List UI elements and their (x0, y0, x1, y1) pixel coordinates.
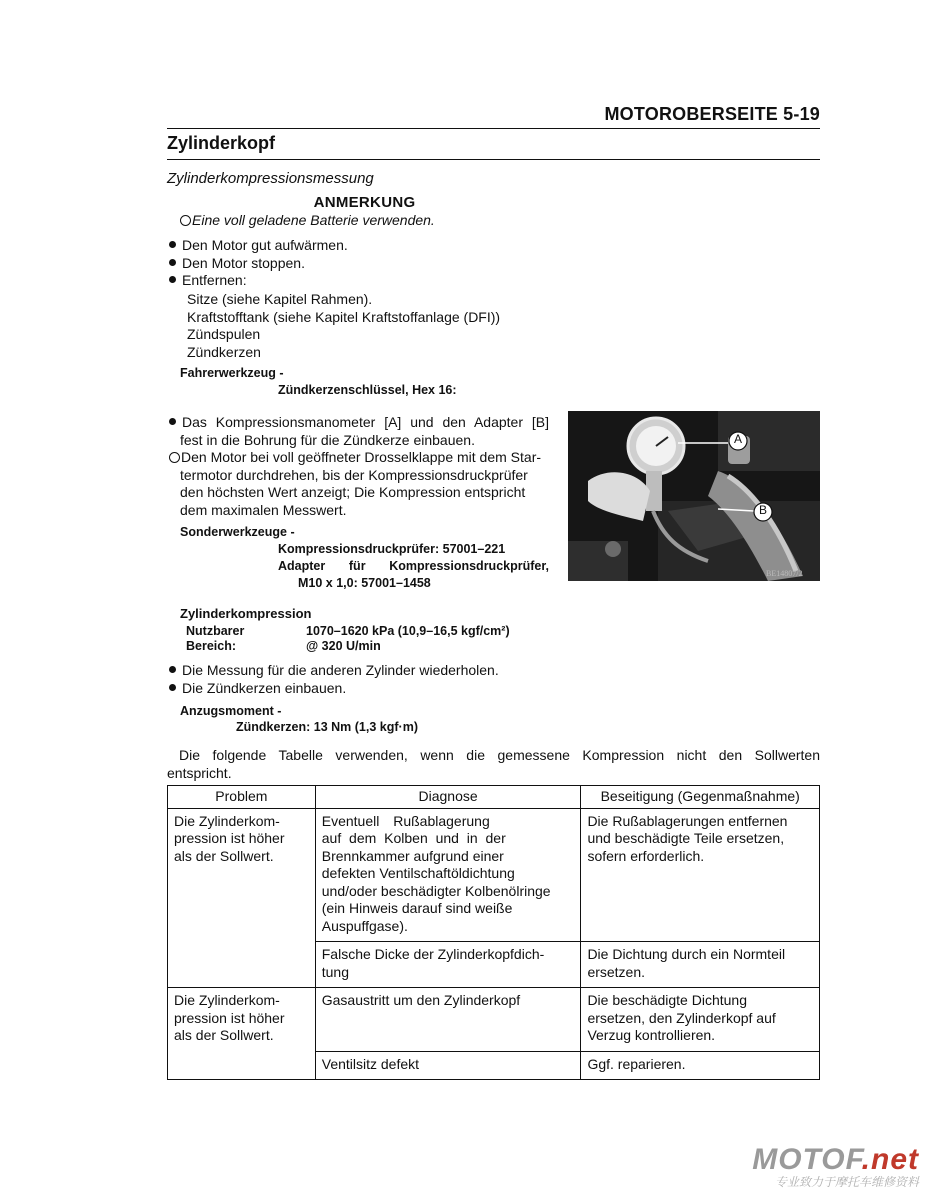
compression-value-1: 1070–1620 kPa (10,9–16,5 kgf/cm²) (306, 624, 510, 638)
install-step: Das Kompressionsmanometer [A] und den Adapter [B] fest in die Bohrung für die Zündkerze einbauen. (169, 414, 549, 449)
list-item: Zündkerzen (187, 343, 261, 360)
figure-code: BE14807/2 (766, 569, 803, 578)
site-watermark (752, 1143, 919, 1190)
table-row (168, 988, 820, 1052)
bullet-icon (169, 276, 176, 283)
column-header: Diagnose (315, 786, 581, 809)
list-item: Kraftstofftank (siehe Kapitel Kraftstoffanlage (DFI)) (187, 308, 501, 325)
special-tool-1: Kompressionsdruckprüfer: 57001–221 (278, 542, 506, 556)
table-cell-diagnosis: Ventilsitz defekt (315, 1051, 581, 1080)
column-header: Problem (168, 786, 316, 809)
compression-label-1: Nutzbarer (186, 624, 245, 638)
step-list-a (169, 237, 348, 290)
column-header: Beseitigung (Gegenmaßnahme) (581, 786, 820, 809)
section-rule (167, 159, 820, 160)
table-cell-problem: Die Zylinderkom- pression ist höher als der Sollwert. (168, 808, 316, 988)
engine-compression-photo (568, 411, 820, 581)
compression-label-2: Bereich: (186, 639, 237, 653)
list-item: Sitze (siehe Kapitel Rahmen). (187, 291, 373, 307)
bullet-icon (169, 418, 176, 425)
driver-tool-item: Zündkerzenschlüssel, Hex 16: (278, 383, 457, 397)
bullet-icon (169, 666, 176, 673)
special-tool-2: Adapter für Kompressionsdruckprüfer, (278, 559, 549, 573)
diagnosis-table (167, 785, 820, 1080)
list-item: Zündspulen (187, 326, 261, 342)
section-title: Zylinderkopf (167, 133, 276, 153)
table-cell-diagnosis: Gasaustritt um den Zylinderkopf (315, 988, 581, 1052)
crank-step: Den Motor bei voll geöffneter Drosselklappe mit dem Star- termotor durchdrehen, bis der Kompressionsdruckprüfer den höchsten Wert anzeigt; Die Kompression entspricht dem maximalen Messwert. (169, 449, 549, 519)
compression-value-2: @ 320 U/min (306, 639, 381, 653)
driver-tool-label: Fahrerwerkzeug - (180, 366, 284, 380)
watermark-tagline: 专业致力于摩托车维修资料 (774, 1175, 919, 1189)
torque-label: Anzugsmoment - (180, 704, 282, 718)
watermark-logo: MOTOF.net (752, 1143, 919, 1176)
table-row (168, 808, 820, 942)
note-heading: ANMERKUNG (313, 194, 416, 211)
list-item: Die Zündkerzen einbauen. (169, 680, 499, 698)
special-tools-label: Sonderwerkzeuge - (180, 525, 295, 539)
table-cell-remedy: Die Dichtung durch ein Normteil ersetzen. (581, 942, 820, 988)
list-item: Entfernen: (169, 272, 348, 290)
table-cell-diagnosis: Falsche Dicke der Zylinderkopfdich- tung (315, 942, 581, 988)
step-list-b (169, 662, 499, 697)
table-cell-diagnosis: Eventuell Rußablagerung auf dem Kolben und in der Brennkammer aufgrund einer defekten Ventilschaftöldichtung und/oder beschädigter Kolbenölringe (ein Hinweis darauf sind weiße Auspuffgase). (315, 808, 581, 942)
torque-item: Zündkerzen: 13 Nm (1,3 kgf·m) (236, 720, 418, 734)
list-item: Den Motor stoppen. (169, 255, 348, 273)
list-item: Die Messung für die anderen Zylinder wiederholen. (169, 662, 499, 680)
compression-title: Zylinderkompression (180, 606, 312, 621)
bullet-icon (169, 259, 176, 266)
list-item: Den Motor gut aufwärmen. (169, 237, 348, 255)
table-header-row (168, 786, 820, 809)
header-rule (167, 128, 820, 129)
page-title: MOTOROBERSEITE 5-19 (604, 104, 820, 124)
figure-label-a: A (733, 432, 742, 446)
figure-label-b: B (758, 503, 767, 517)
circle-bullet-icon (169, 452, 180, 463)
special-tool-2-cont: M10 x 1,0: 57001–1458 (298, 576, 431, 590)
table-cell-remedy: Die Rußablagerungen entfernen und beschädigte Teile ersetzen, sofern erforderlich. (581, 808, 820, 942)
table-cell-problem: Die Zylinderkom- pression ist höher als der Sollwert. (168, 988, 316, 1080)
bullet-icon (169, 241, 176, 248)
table-cell-remedy: Ggf. reparieren. (581, 1051, 820, 1080)
note-text-content: Eine voll geladene Batterie verwenden. (192, 212, 435, 228)
bullet-icon (169, 684, 176, 691)
compression-gauge-illustration (568, 411, 820, 581)
table-intro: Die folgende Tabelle verwenden, wenn die gemessene Kompression nicht den Sollwerten entspricht. (167, 747, 820, 781)
note-text (180, 212, 435, 228)
table-cell-remedy: Die beschädigte Dichtung ersetzen, den Zylinderkopf auf Verzug kontrollieren. (581, 988, 820, 1052)
circle-bullet-icon (180, 215, 191, 226)
remove-list (187, 291, 500, 361)
subsection-title: Zylinderkompressionsmessung (167, 170, 374, 187)
